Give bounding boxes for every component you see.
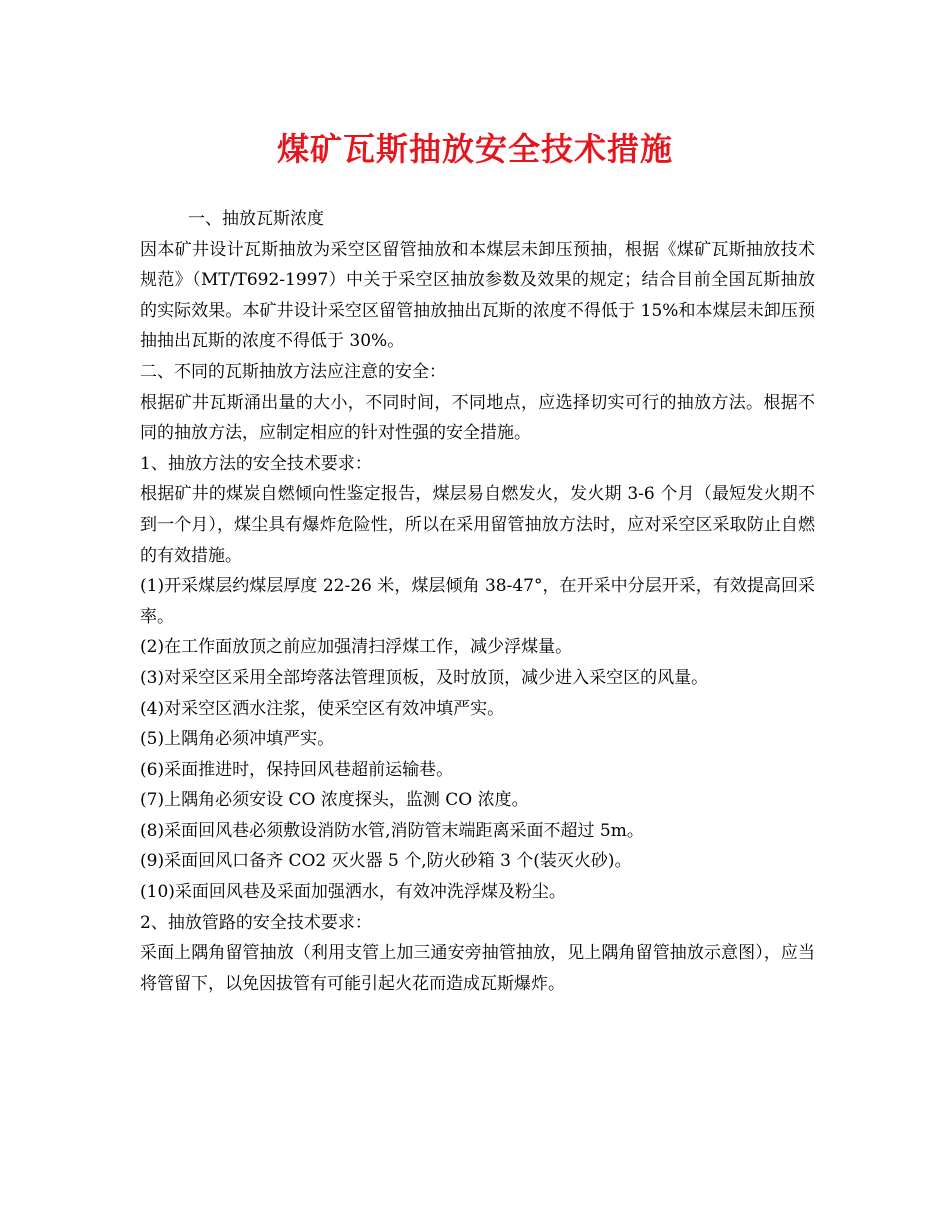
- section-heading-1: 一、抽放瓦斯浓度: [188, 209, 324, 229]
- list-item: (7)上隅角必须安设 CO 浓度探头，监测 CO 浓度。: [140, 790, 529, 811]
- paragraph: 采面上隅角留管抽放（利用支管上加三通安旁抽管抽放，见上隅角留管抽放示意图），应当将管留下，以免因拔管有可能引起火花而造成瓦斯爆炸。: [140, 943, 815, 994]
- paragraph: 根据矿井瓦斯涌出量的大小，不同时间，不同地点，应选择切实可行的抽放方法。根据不同的抽放方法，应制定相应的针对性强的安全措施。: [140, 392, 815, 444]
- list-item: (4)对采空区洒水注浆，使采空区有效冲填严实。: [140, 698, 505, 719]
- paragraph: 因本矿井设计瓦斯抽放为采空区留管抽放和本煤层未卸压预抽，根据《煤矿瓦斯抽放技术规范》（MT/T692-1997）中关于采空区抽放参数及效果的规定；结合目前全国瓦斯抽放的实际效果。本矿井设计采空区留管抽放抽出瓦斯的浓度不得低于 15%和本煤层未卸压预抽抽出瓦斯的浓度不得低于 30%。: [140, 239, 815, 352]
- section-heading-2: 二、不同的瓦斯抽放方法应注意的安全：: [140, 361, 446, 382]
- list-item: (8)采面回风巷必须敷设消防水管,消防管末端距离采面不超过 5m。: [140, 820, 644, 841]
- subsection-heading-1: 1、抽放方法的安全技术要求：: [140, 453, 372, 474]
- list-item: (10)采面回风巷及采面加强洒水，有效冲洗浮煤及粉尘。: [140, 882, 566, 903]
- document-body: [140, 204, 815, 999]
- list-item: (3)对采空区采用全部垮落法管理顶板，及时放顶，减少进入采空区的风量。: [140, 667, 709, 688]
- list-item: (2)在工作面放顶之前应加强清扫浮煤工作，减少浮煤量。: [140, 637, 573, 658]
- document-title: 煤矿瓦斯抽放安全技术措施: [276, 130, 673, 168]
- list-item: (9)采面回风口备齐 CO2 灭火器 5 个,防火砂箱 3 个(装灭火砂)。: [140, 851, 632, 872]
- list-item: (1)开采煤层约煤层厚度 22-26 米，煤层倾角 38-47°，在开采中分层开采，有效提高回采率。: [140, 576, 815, 627]
- subsection-heading-2: 2、抽放管路的安全技术要求：: [140, 912, 372, 933]
- paragraph: 根据矿井的煤炭自燃倾向性鉴定报告，煤层易自燃发火，发火期 3-6 个月（最短发火期不到一个月），煤尘具有爆炸危险性，所以在采用留管抽放方法时，应对采空区采取防止自燃的有效措施。: [140, 484, 815, 566]
- list-item: (5)上隅角必须冲填严实。: [140, 729, 335, 750]
- list-item: (6)采面推进时，保持回风巷超前运输巷。: [140, 759, 454, 780]
